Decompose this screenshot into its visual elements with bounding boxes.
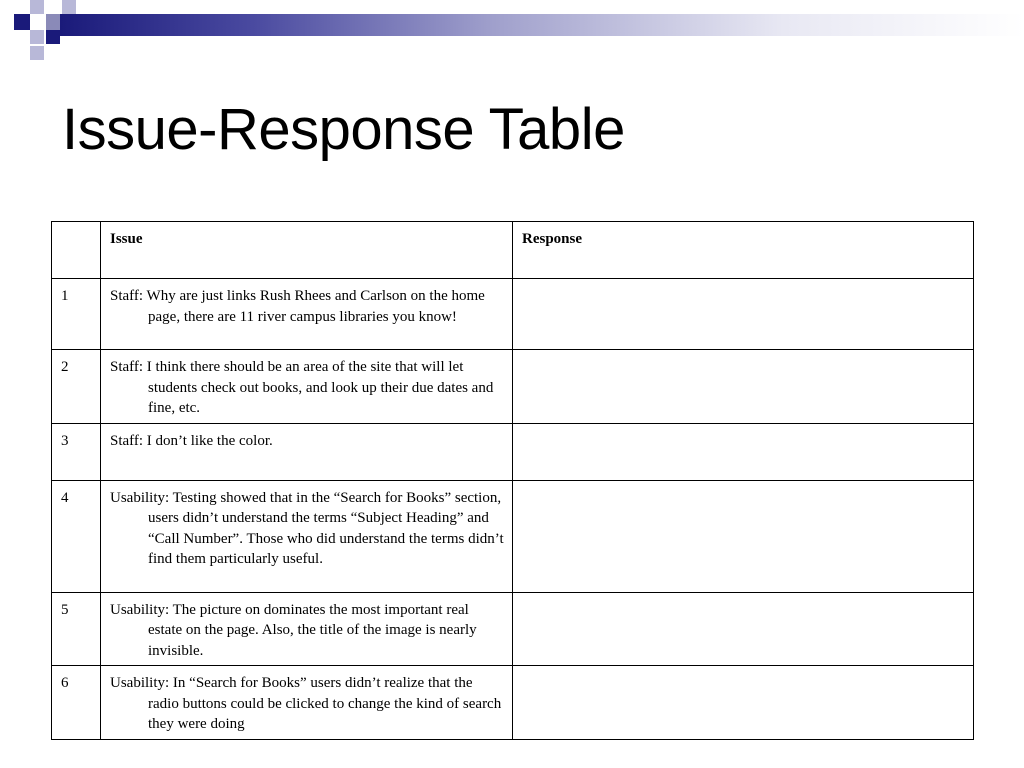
header-response: Response xyxy=(513,222,974,279)
response-cell[interactable] xyxy=(513,592,974,666)
row-number: 5 xyxy=(52,592,101,666)
table-row xyxy=(52,279,974,350)
response-cell[interactable] xyxy=(513,350,974,424)
issue-cell xyxy=(101,350,513,424)
issue-cell xyxy=(101,592,513,666)
row-number: 6 xyxy=(52,666,101,740)
issue-response-table xyxy=(51,221,974,740)
slide-title: Issue-Response Table xyxy=(62,97,625,162)
decor-square xyxy=(14,14,30,30)
response-cell[interactable] xyxy=(513,423,974,480)
decor-square xyxy=(30,46,44,60)
decor-square xyxy=(62,0,76,14)
table-row xyxy=(52,423,974,480)
header-gradient-bar xyxy=(60,14,1024,36)
row-number: 4 xyxy=(52,480,101,592)
decorative-header-band xyxy=(0,0,1024,64)
row-number: 2 xyxy=(52,350,101,424)
issue-cell xyxy=(101,423,513,480)
response-cell[interactable] xyxy=(513,480,974,592)
response-cell[interactable] xyxy=(513,666,974,740)
table-row xyxy=(52,480,974,592)
issue-text: Usability: In “Search for Books” users didn’t realize that the radio buttons could be clicked to change the kind of search they were doing xyxy=(110,675,502,732)
issue-text: Staff: I think there should be an area of the site that will let students check out books, and look up their due dates and fine, etc. xyxy=(110,359,494,416)
table-header-row xyxy=(52,222,974,279)
decor-square xyxy=(46,30,60,44)
decor-square xyxy=(30,0,44,14)
row-number: 1 xyxy=(52,279,101,350)
row-number: 3 xyxy=(52,423,101,480)
table-row xyxy=(52,592,974,666)
header-number xyxy=(52,222,101,279)
issue-cell xyxy=(101,480,513,592)
decor-square xyxy=(30,30,44,44)
table-row xyxy=(52,666,974,740)
issue-text: Usability: Testing showed that in the “Search for Books” section, users didn’t understand the terms “Subject Heading” and “Call Number”. Those who did understand the terms didn’t find them particularly useful. xyxy=(110,489,504,567)
response-cell[interactable] xyxy=(513,279,974,350)
decor-square xyxy=(46,14,60,30)
issue-text: Staff: I don’t like the color. xyxy=(110,432,273,449)
header-issue: Issue xyxy=(101,222,513,279)
issue-cell xyxy=(101,279,513,350)
issue-cell xyxy=(101,666,513,740)
issue-text: Staff: Why are just links Rush Rhees and Carlson on the home page, there are 11 river campus libraries you know! xyxy=(110,288,485,325)
table-row xyxy=(52,350,974,424)
issue-text: Usability: The picture on dominates the most important real estate on the page. Also, the title of the image is nearly invisible. xyxy=(110,601,477,659)
